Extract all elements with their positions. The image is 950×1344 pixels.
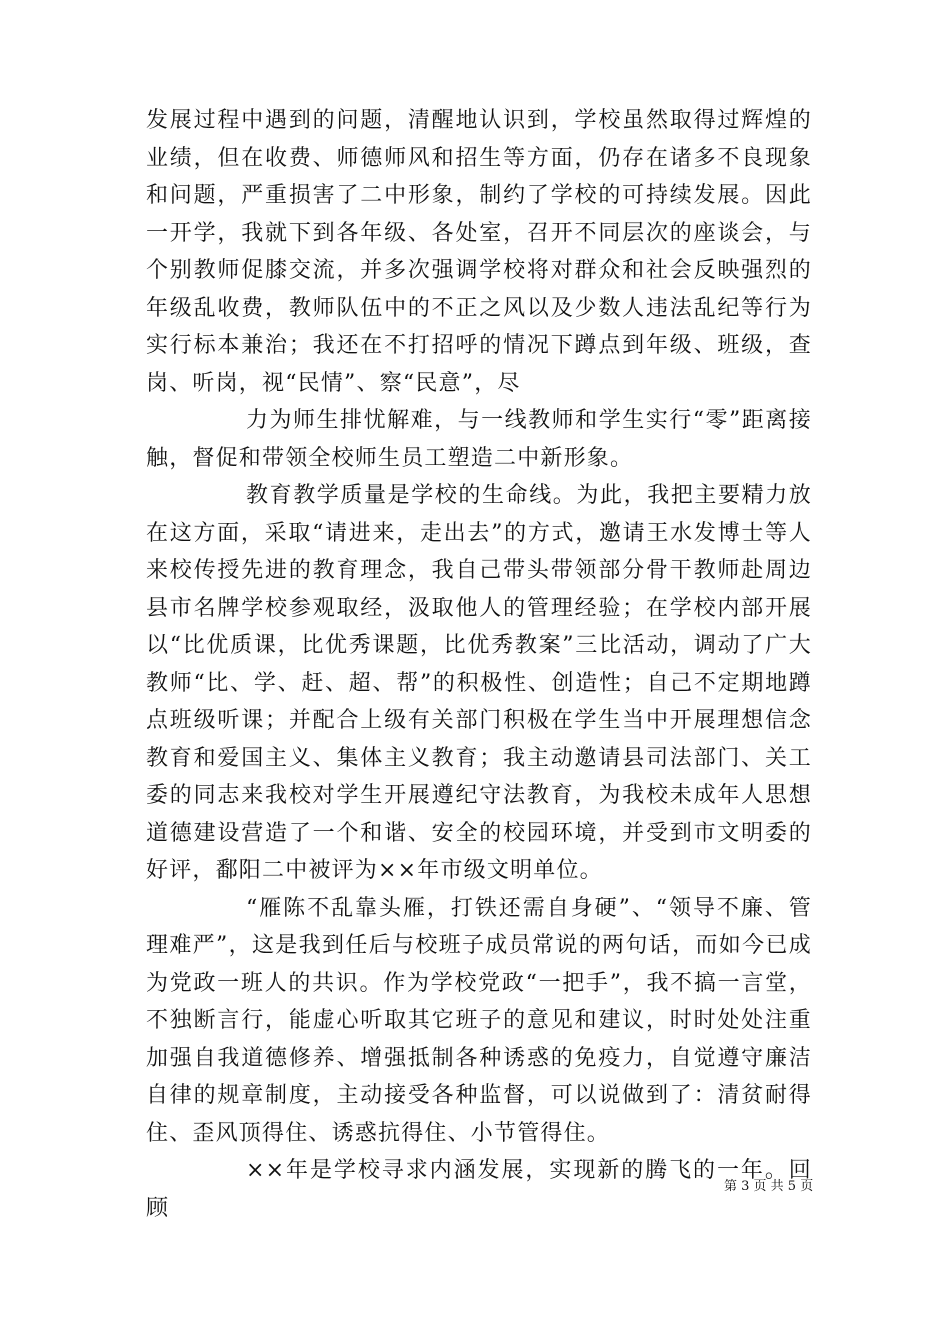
paragraph: “雁陈不乱靠头雁，打铁还需自身硬”、“领导不廉、管理难严”，这是我到任后与校班子成员常说的两句话，而如今已成为党政一班人的共识。作为学校党政“一把手”，我不搞一言堂，不独断言行，能虚心听取其它班子的意见和建议，时时处处注重加强自我道德修养、增强抵制各种诱惑的免疫力，自觉遵守廉洁自律的规章制度，主动接受各种监督，可以说做到了：清贫耐得住、歪风顶得住、诱惑抗得住、小节管得住。 — [146, 895, 812, 1146]
paragraph-continued: 发展过程中遇到的问题，清醒地认识到，学校虽然取得过辉煌的业绩，但在收费、师德师风和招生等方面，仍存在诸多不良现象和问题，严重损害了二中形象，制约了学校的可持续发展。因此一开学，我就下到各年级、各处室，召开不同层次的座谈会，与个别教师促膝交流，并多次强调学校将对群众和社会反映强烈的年级乱收费，教师队伍中的不正之风以及少数人违法乱纪等行为实行标本兼治；我还在不打招呼的情况下蹲点到年级、班级，查岗、听岗，视“民情”、察“民意”，尽 — [146, 108, 812, 396]
page-number-footer: 第 3 页 共 5 页 — [724, 1179, 814, 1194]
paragraph: ××年是学校寻求内涵发展，实现新的腾飞的一年。回顾 — [146, 1158, 812, 1221]
paragraph: 教育教学质量是学校的生命线。为此，我把主要精力放在这方面，采取“请进来，走出去”的方式，邀请王水发博士等人来校传授先进的教育理念，我自己带头带领部分骨干教师赴周边县市名牌学校参观取经，汲取他人的管理经验；在学校内部开展以“比优质课，比优秀课题，比优秀教案”三比活动，调动了广大教师“比、学、赶、超、帮”的积极性、创造性；自己不定期地蹲点班级听课；并配合上级有关部门积极在学生当中开展理想信念教育和爱国主义、集体主义教育；我主动邀请县司法部门、关工委的同志来我校对学生开展遵纪守法教育，为我校未成年人思想道德建设营造了一个和谐、安全的校园环境，并受到市文明委的好评，鄱阳二中被评为××年市级文明单位。 — [146, 483, 812, 883]
paragraph: 力为师生排忧解难，与一线教师和学生实行“零”距离接触，督促和带领全校师生员工塑造二中新形象。 — [146, 408, 812, 471]
document-body — [146, 102, 812, 1227]
